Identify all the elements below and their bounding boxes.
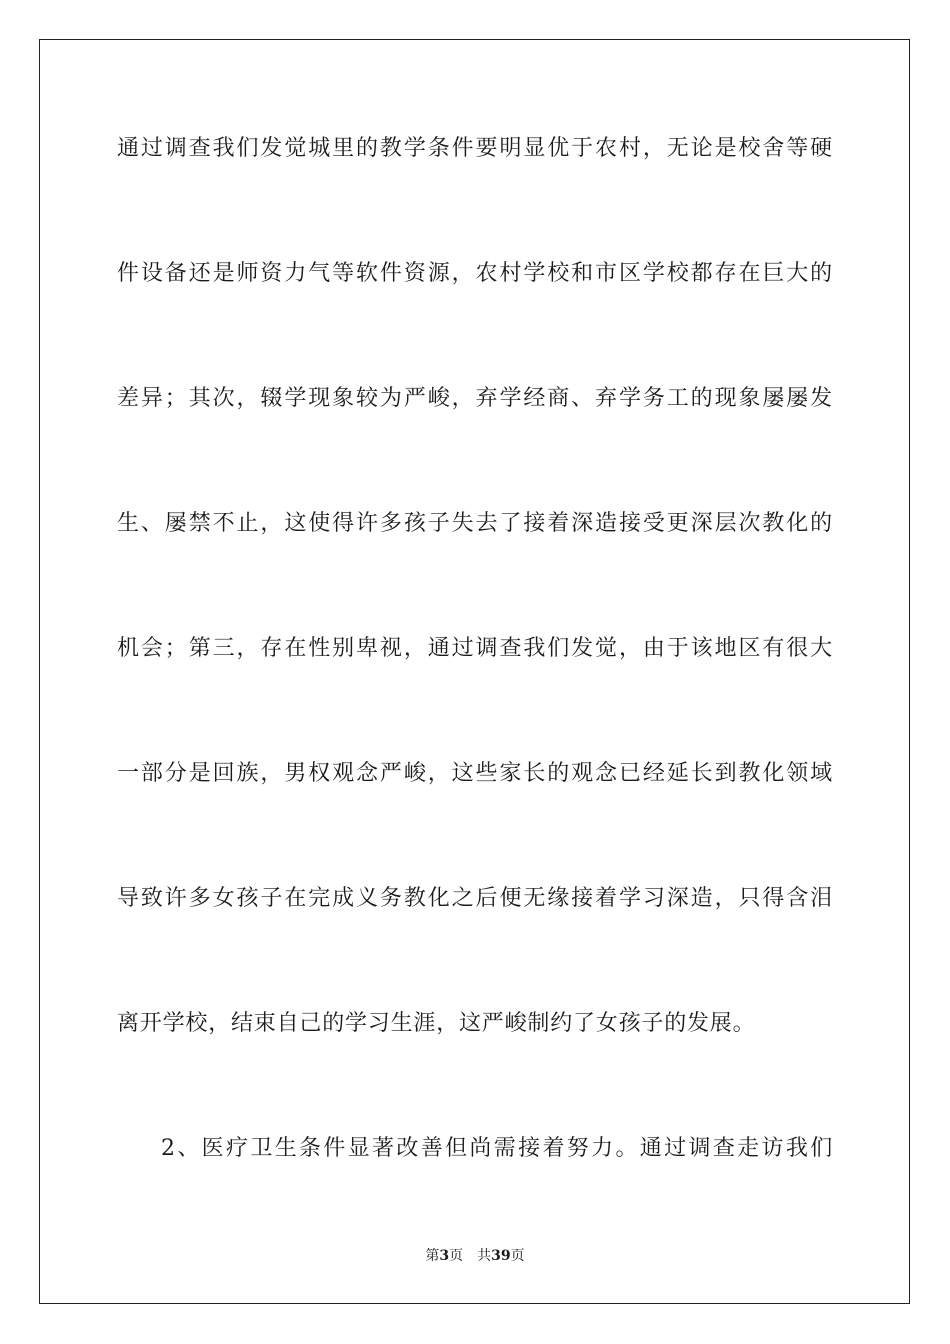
- text-line-8: 离开学校，结束自己的学习生涯，这严峻制约了女孩子的发展。: [117, 1011, 756, 1036]
- total-pages: 39: [491, 1248, 511, 1264]
- text-line-1: 通过调查我们发觉城里的教学条件要明显优于农村，无论是校舍等硬: [117, 136, 833, 161]
- text-line-5: 机会；第三，存在性别卑视，通过调查我们发觉，由于该地区有很大: [117, 636, 833, 661]
- total-prefix: 共: [477, 1248, 492, 1264]
- body-text: [117, 128, 833, 1253]
- text-line-7: 导致许多女孩子在完成义务教化之后便无缘接着学习深造，只得含泪: [117, 886, 833, 911]
- text-line-2: 件设备还是师资力气等软件资源，农村学校和市区学校都存在巨大的: [117, 261, 833, 286]
- text-line-4: 生、屡禁不止，这使得许多孩子失去了接着深造接受更深层次教化的: [117, 511, 833, 536]
- page-prefix: 第: [425, 1248, 440, 1264]
- page-footer: [0, 1247, 950, 1265]
- page-number: 3: [439, 1248, 450, 1264]
- text-line-6: 一部分是回族，男权观念严峻，这些家长的观念已经延长到教化领域: [117, 761, 833, 786]
- total-suffix: 页: [510, 1248, 525, 1264]
- text-line-9: 2、医疗卫生条件显著改善但尚需接着努力。通过调查走访我们: [161, 1136, 833, 1161]
- text-line-3: 差异；其次，辍学现象较为严峻，弃学经商、弃学务工的现象屡屡发: [117, 386, 833, 411]
- page-suffix: 页: [449, 1248, 464, 1264]
